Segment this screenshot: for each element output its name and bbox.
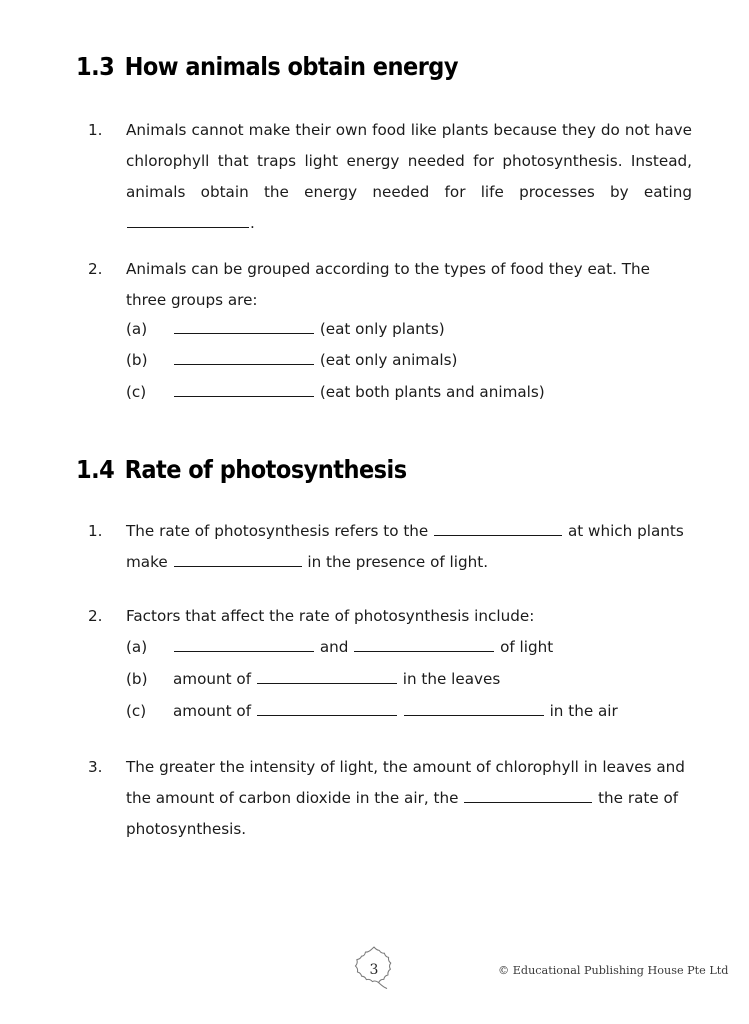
question-number: 1. [88, 522, 103, 540]
question-text-part1: The rate of photosynthesis refers to the [126, 522, 429, 540]
subitem-body [173, 377, 692, 408]
question-number: 1. [88, 121, 103, 139]
subitem-label: (b) [126, 351, 148, 369]
question-number: 3. [88, 758, 103, 776]
answer-blank[interactable] [257, 670, 397, 684]
answer-blank[interactable] [127, 214, 249, 228]
question-number: 2. [88, 260, 103, 278]
subitem-1-4-2-c [126, 696, 692, 727]
question-1-4-2 [88, 601, 692, 632]
question-1-3-2 [88, 254, 692, 316]
subitem-connector: and [319, 638, 349, 656]
subitem-1-3-2-a [126, 314, 692, 345]
answer-blank[interactable] [434, 522, 562, 536]
subitem-text: of light [500, 638, 554, 656]
question-text: Animals can be grouped according to the types of food they eat. The three groups are: [126, 260, 650, 309]
section-title: Rate of photosynthesis [124, 455, 407, 484]
page-number: 3 [369, 962, 379, 978]
question-text-part: Animals cannot make their own food like plants because they do not have chlorophyll that traps light energy needed for photosynthesis. Instead, animals obtain the energy needed for life processes by eating [126, 121, 692, 201]
answer-blank[interactable] [174, 351, 314, 365]
question-text [126, 752, 692, 845]
subitem-label: (a) [126, 320, 148, 338]
subitem-label: (b) [126, 670, 148, 688]
answer-blank[interactable] [174, 383, 314, 397]
question-1-4-3 [88, 752, 692, 845]
copyright-notice: © Educational Publishing House Pte Ltd [498, 964, 729, 977]
section-title: How animals obtain energy [124, 52, 458, 81]
answer-blank[interactable] [257, 702, 397, 716]
subitem-text: (eat only plants) [319, 320, 445, 338]
question-text [126, 115, 692, 239]
question-text-part1: The greater the intensity of light, the amount of chlorophyll in leaves and the amount of carbon dioxide in the air, the [126, 758, 685, 807]
answer-blank[interactable] [404, 702, 544, 716]
subitem-1-4-2-b [126, 664, 692, 695]
answer-blank[interactable] [354, 638, 494, 652]
question-1-3-1 [88, 115, 692, 239]
subitem-label: (c) [126, 702, 147, 720]
answer-blank[interactable] [174, 638, 314, 652]
question-text-tail: . [250, 214, 255, 232]
subitem-text: in the leaves [402, 670, 501, 688]
subitem-body [173, 664, 692, 695]
section-heading-1-4 [76, 455, 407, 484]
subitem-text-before: amount of [173, 670, 252, 688]
subitem-text: (eat only animals) [319, 351, 458, 369]
subitem-body [173, 696, 692, 727]
subitem-body [173, 314, 692, 345]
question-1-4-1 [88, 516, 692, 578]
section-number: 1.4 [76, 455, 115, 484]
question-text: Factors that affect the rate of photosynthesis include: [126, 607, 535, 625]
subitem-1-4-2-a [126, 632, 692, 663]
question-text-part3: in the presence of light. [307, 553, 489, 571]
section-heading-1-3 [76, 52, 458, 81]
subitem-body [173, 632, 692, 663]
subitem-1-3-2-c [126, 377, 692, 408]
question-text-part2: the rate of photosynthesis. [126, 789, 679, 838]
question-text [126, 516, 692, 578]
answer-blank[interactable] [464, 789, 592, 803]
subitem-text-before: amount of [173, 702, 252, 720]
subitem-label: (a) [126, 638, 148, 656]
question-text-part2: at which plants make [126, 522, 684, 571]
answer-blank[interactable] [174, 553, 302, 567]
subitem-1-3-2-b [126, 345, 692, 376]
answer-blank[interactable] [174, 320, 314, 334]
subitem-text: (eat both plants and animals) [319, 383, 545, 401]
section-number: 1.3 [76, 52, 115, 81]
question-number: 2. [88, 607, 103, 625]
subitem-text: in the air [549, 702, 618, 720]
subitem-body [173, 345, 692, 376]
subitem-label: (c) [126, 383, 147, 401]
